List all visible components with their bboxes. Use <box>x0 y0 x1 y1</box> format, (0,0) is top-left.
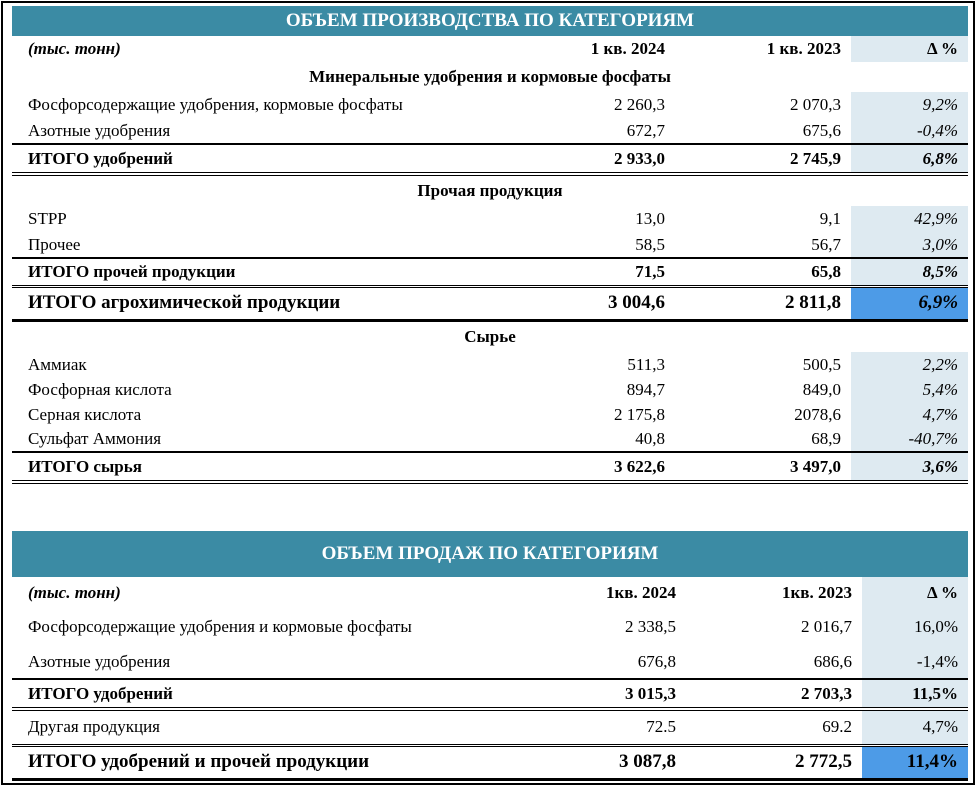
value-2024: 2 175,8 <box>614 404 665 424</box>
value-2023: 849,0 <box>802 379 841 399</box>
total-row <box>12 258 968 286</box>
agro-total-delta: 6,9% <box>851 286 968 320</box>
grand-total-row <box>12 745 968 779</box>
col-header-2023: 1 кв. 2023 <box>766 39 841 58</box>
value-2023: 56,7 <box>811 234 841 254</box>
value-delta: -40,7% <box>851 427 968 452</box>
grand-total-label: ИТОГО удобрений и прочей продукции <box>12 745 510 779</box>
value-delta: 16,0% <box>862 609 968 645</box>
table-row <box>12 427 968 452</box>
total-row <box>12 679 968 709</box>
total-2023: 2 745,9 <box>675 144 851 174</box>
value-2024: 894,7 <box>626 379 665 399</box>
value-2023: 2 016,7 <box>801 617 852 636</box>
total-2023: 3 497,0 <box>675 452 851 482</box>
total-2023: 65,8 <box>675 258 851 286</box>
value-2024: 58,5 <box>635 234 665 254</box>
value-2023: 9,1 <box>819 209 841 228</box>
agro-total-row <box>12 286 968 320</box>
total-2024: 3 015,3 <box>510 679 686 709</box>
value-2023: 686,6 <box>813 651 852 671</box>
sales-title: ОБЪЕМ ПРОДАЖ ПО КАТЕГОРИЯМ <box>12 531 968 577</box>
value-delta: -1,4% <box>862 645 968 679</box>
agro-total-2024: 3 004,6 <box>499 286 675 320</box>
value-2024: 2 260,3 <box>614 95 665 114</box>
production-table <box>12 6 968 484</box>
row-label: Аммиак <box>28 354 87 374</box>
production-title: ОБЪЕМ ПРОИЗВОДСТВА ПО КАТЕГОРИЯМ <box>12 6 968 36</box>
row-label: Серная кислота <box>28 404 142 424</box>
section-heading: Прочая продукция <box>417 181 563 200</box>
value-2023: 69.2 <box>822 717 852 737</box>
value-2023: 500,5 <box>802 354 841 374</box>
total-delta: 11,5% <box>862 679 968 709</box>
table-row <box>12 377 968 402</box>
section-heading: Минеральные удобрения и кормовые фосфаты <box>309 67 671 86</box>
row-label: Фосфорсодержащие удобрения и кормовые фосфаты <box>28 617 412 636</box>
total-label: ИТОГО прочей продукции <box>12 258 499 286</box>
total-label: ИТОГО удобрений <box>12 144 499 174</box>
total-2023: 2 703,3 <box>686 679 862 709</box>
value-2024: 40,8 <box>635 429 665 448</box>
value-2024: 511,3 <box>627 354 665 374</box>
value-2023: 68,9 <box>811 429 841 448</box>
total-label: ИТОГО сырья <box>12 452 499 482</box>
row-label: Сульфат Аммония <box>28 429 162 448</box>
table-row <box>12 206 968 232</box>
section-heading: Сырье <box>464 326 516 346</box>
col-header-2023: 1кв. 2023 <box>782 583 852 602</box>
units-label: (тыс. тонн) <box>28 583 121 602</box>
table-row <box>12 609 968 645</box>
total-label: ИТОГО удобрений <box>12 679 510 709</box>
value-delta: 3,0% <box>851 232 968 258</box>
value-2024: 72.5 <box>646 717 676 737</box>
table-row <box>12 645 968 679</box>
value-2024: 672,7 <box>626 120 665 140</box>
col-header-2024: 1кв. 2024 <box>606 583 676 602</box>
value-delta: 2,2% <box>851 352 968 377</box>
total-2024: 71,5 <box>499 258 675 286</box>
row-label: Прочее <box>28 234 81 254</box>
row-label: STPP <box>28 209 67 228</box>
grand-total-2024: 3 087,8 <box>510 745 686 779</box>
table-row <box>12 118 968 144</box>
row-label: Фосфорная кислота <box>28 379 172 399</box>
value-2024: 2 338,5 <box>625 617 676 636</box>
value-delta: 4,7% <box>862 709 968 745</box>
total-2024: 2 933,0 <box>499 144 675 174</box>
col-header-delta: Δ % <box>851 36 968 62</box>
total-row <box>12 144 968 174</box>
value-2024: 676,8 <box>637 651 676 671</box>
row-label: Азотные удобрения <box>28 120 171 140</box>
total-delta: 6,8% <box>851 144 968 174</box>
col-header-delta: Δ % <box>862 577 968 609</box>
total-delta: 8,5% <box>851 258 968 286</box>
grand-total-2023: 2 772,5 <box>686 745 862 779</box>
table-row <box>12 232 968 258</box>
row-label: Другая продукция <box>28 717 160 737</box>
value-2023: 2078,6 <box>794 404 841 424</box>
row-label: Фосфорсодержащие удобрения, кормовые фосфаты <box>28 95 403 114</box>
value-delta: -0,4% <box>851 118 968 144</box>
row-label: Азотные удобрения <box>28 651 171 671</box>
value-2023: 675,6 <box>802 120 841 140</box>
agro-total-2023: 2 811,8 <box>675 286 851 320</box>
units-label: (тыс. тонн) <box>28 39 121 58</box>
sales-table <box>12 531 968 781</box>
table-row <box>12 352 968 377</box>
total-2024: 3 622,6 <box>499 452 675 482</box>
grand-total-delta: 11,4% <box>862 745 968 779</box>
value-delta: 9,2% <box>851 92 968 118</box>
table-row <box>12 402 968 427</box>
value-2023: 2 070,3 <box>790 95 841 114</box>
total-delta: 3,6% <box>851 452 968 482</box>
table-row <box>12 92 968 118</box>
total-row <box>12 452 968 482</box>
table-row <box>12 709 968 745</box>
agro-total-label: ИТОГО агрохимической продукции <box>12 286 499 320</box>
value-delta: 42,9% <box>851 206 968 232</box>
value-delta: 4,7% <box>851 402 968 427</box>
value-2024: 13,0 <box>635 209 665 228</box>
col-header-2024: 1 кв. 2024 <box>590 39 665 58</box>
value-delta: 5,4% <box>851 377 968 402</box>
